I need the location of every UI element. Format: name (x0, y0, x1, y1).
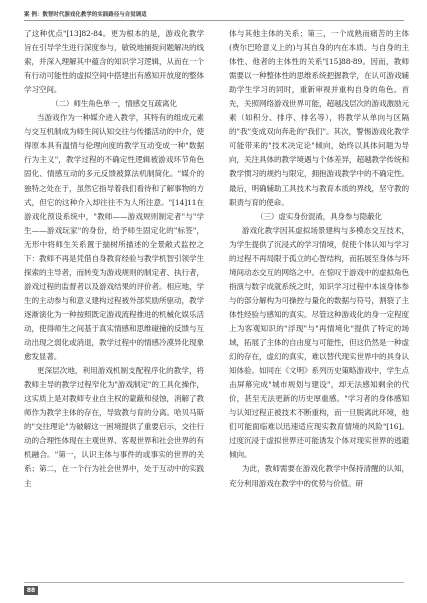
footer-divider (24, 582, 404, 583)
paragraph: 当游戏作为一种媒介进入教学，其特有的组成元素与交互机制成为师生间认知交往与传播活动的中介，使得原本具有温情与伦理向度的教学互动变成一种"数据行为主义"，教学过程的不确定性逻辑被游戏环节角色固化、情感互动的多元反馈被算法机制简化。"媒介的独特之处在于，虽然它指导着我们看待和了解事物的方式，但它的这种介入却往往不为人所注意。"[14]11在游戏化预设系统中，"教师——游戏规则制定者"与"学生——游戏玩家"的身份，给予师生固定化的"标签"，无形中将师生关系置于揣树所描述的全景敞式监控之下：教师不再是凭借自身教育经验与教学机智引领学生探索的主导者，而转变为游戏规则的制定者、执行者，游戏过程的监督者以及游戏结果的评价者。相应地，学生的主动参与和意义建构过程被外部奖励所驱动，教学逐渐演化为一种按照既定游戏流程推进的机械化娱乐活动，使得师生之间基于真实情感和思维碰撞的反馈与互动出现之弱化或消退，教学过程中的情感冷漠异化现象愈发显著。 (24, 113, 204, 362)
paragraph: 体与其他主体的关系；第三，一个成熟而痛苦的主体(费尔巴哈意义上的)与其自身的内在本质、与自身的主体性、他者的主体性的关系"[15]88-89。因而，教师需要以一种整体性的思维系统把握教学，在认可游戏辅助学生学习的同时，重新审视并重构自身的角色。首先，关照网络游戏世界可能，超越浅层次的游戏激励元素（如积分、排序、排名等），将教学从单向与区隔的"我"变成双向奔赴的"我们"。其次，警惕游戏化教学可能带来的"技术决定论"倾向，始终以具体问题为导向，关注具体的教学境遇与个体差异，超越教学传统和教学惯习的规约与限定，拥抱游戏教学中的不确定性。最后，明确辅助工具技术与教育本质的界线，坚守教的职责与育的使命。 (229, 29, 409, 207)
paragraph: 为此，教师需要在游戏化教学中保持清醒的认知，充分利用游戏在教学中的优势与价值。研 (229, 464, 409, 488)
page-number: 88 (24, 586, 38, 595)
paragraph: 了这种优点"[13]82-84。更为根本的是，游戏化教学旨在引导学生进行深度参与，敏锐地捕捉问题解决的线索，并深入理解其中蕴含的知识学习逻辑，从而在一个有行动可能性的虚拟空间中搭建出有感知开放度的整体学习空间。 (24, 29, 204, 95)
section-heading: （三）虚实身份混淆，具身参与隐蔽化 (256, 211, 382, 221)
section-heading: （二）师生角色单一，情感交互疏离化 (51, 99, 177, 109)
header-divider (24, 20, 404, 21)
paragraph: 更深层次地，利用游戏机制支配程序化的教学，将教师主导的教学过程窄化为"游戏制定"的工具化操作，这实质上是对教师专业自主权的蒙蔽和侵蚀，消解了教师作为教学主体的存在，导致教与育的分离。哈贝马斯的"交往理论"为破解这一困境提供了重要启示，交往行动的合理性体现在主观世界、客观世界和社会世界的有机融合。"第一，认识主体与事件的或事实的世界的关系；第二，在一个行为社会世界中，处于互动中的实践主 (24, 366, 204, 488)
paragraph: 游戏化教学因其虚拟场景建构与多模态交互技术，为学生提供了沉浸式的学习情境，促使个体认知与学习的过程不再局限于孤立的心智结构，而拓展至身体与环境间动态交互的网络之中。在惊叹于游戏中的虚拟角色指演与数字成就系统之时，知识学习过程中本该身体参与的部分解构为可操控与量化的数据与符号，割裂了主体性经验与感知的真实。尽管这种游戏化的身一定程度上为客观知识的"浮现"与"再情境化"提供了特定的场域，拓展了主体的自由度与可能性，但这仍然是一种虚幻的存在，虚幻的真实，难以替代现实世界中的具身认知体验。如同在《文明》系列历史策略游戏中，学生点击屏幕完成"城市规划与建设"，却无法感知剩余的代价，甚至无法更新的历史厚重感。"学习者的身体感知与认知过程正被技术不断重构，而一旦脱离此环境，他们可能面临难以迅速适应现实教育情境的风险"[16]。过度沉浸于虚拟世界还可能诱发个体对现实世界的逃避倾向。 (229, 225, 409, 460)
right-column (229, 27, 409, 491)
left-column (24, 27, 204, 491)
running-header: 案 例：数智时代游戏化教学的实践路径与自觉调适 (24, 12, 147, 18)
